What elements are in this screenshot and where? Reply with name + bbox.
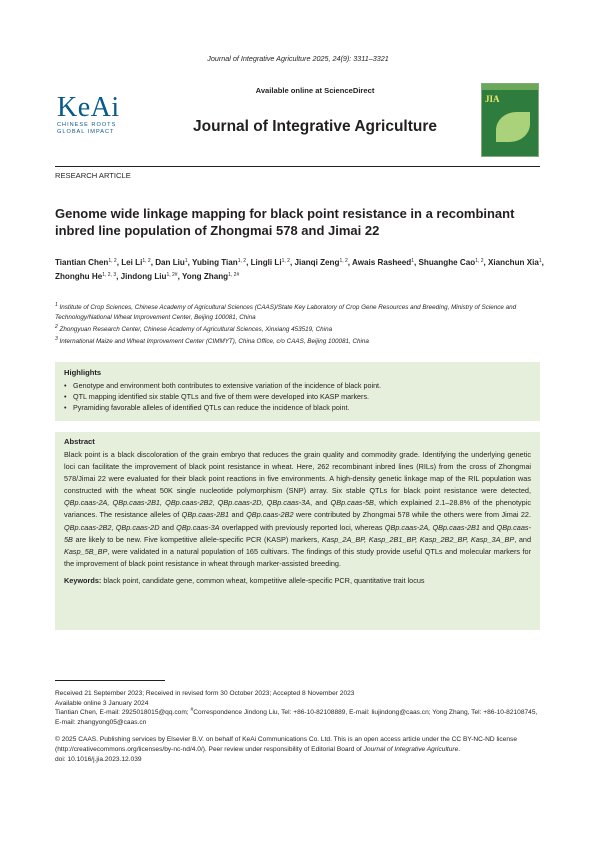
author: Jindong Liu$^{1, 2\#}$, [120, 272, 182, 281]
highlight-item: • Pyramiding favorable alleles of identified QTLs can reduce the incidence of black point. [64, 402, 531, 413]
abstract-seg: , were validated in a natural population of 165 cultivars. The findings of this study provide useful QTLs and molecular markers for the improvement of black point resistance in wheat through marker-assisted breeding. [64, 546, 531, 568]
author-name: Lingli Li [250, 258, 282, 267]
abstract-seg: and [479, 522, 497, 532]
author-name: Jianqi Zeng [294, 258, 340, 267]
affiliations [55, 303, 545, 349]
author-affiliation-mark: 1, 2 [108, 258, 117, 264]
highlights-box [55, 362, 540, 421]
abstract-seg: , and [310, 498, 331, 508]
journal-name: Journal of Integrative Agriculture [192, 118, 438, 135]
abstract-seg: , and [514, 534, 531, 544]
copyright-end: . [458, 745, 461, 753]
spacer [55, 727, 543, 735]
author-name: Dan Liu [155, 258, 185, 267]
author-list [55, 256, 545, 284]
author: Lei Li$^{1, 2}$, [121, 258, 156, 267]
author-name: Lei Li [121, 258, 143, 267]
abstract-seg: are likely to be new. Five kompetitive allele-specific PCR (KASP) markers, [72, 534, 322, 544]
contact-correspondence: Correspondence Jindong Liu, Tel: +86-10-82108889, E-mail: liujindong@caas.cn; Yong Zhang, Tel: +86-10-82108745, E-mail: zhangyong05@caas.cn [55, 709, 538, 726]
author: Xianchun Xia$^1$, [488, 258, 544, 267]
journal-cover-thumbnail[interactable] [481, 83, 539, 157]
author: Lingli Li$^{1, 2}$, [250, 258, 295, 267]
doi-link[interactable]: doi: 10.1016/j.jia.2023.12.039 [55, 755, 142, 763]
highlights-heading: Highlights [64, 368, 102, 377]
correspondence-mark: # [190, 707, 194, 714]
highlight-item: • QTL mapping identified six stable QTLs and five of them were developed into KASP markers. [64, 391, 531, 402]
qtl-names: QBp.caas-5B [64, 522, 532, 544]
affiliation-text: Zhongyuan Research Center, Chinese Academy of Agricultural Sciences, Xinxiang 453519, China [57, 326, 333, 333]
keywords-label: Keywords: [64, 575, 102, 585]
qtl-names: QBp.caas-3A [176, 522, 220, 532]
available-online-link[interactable]: Available online at ScienceDirect [255, 86, 375, 95]
author-name: Yubing Tian [192, 258, 238, 267]
cover-top-bar [482, 84, 538, 90]
online-date: Available online 3 January 2024 [55, 699, 149, 707]
author-name: Awais Rasheed [352, 258, 412, 267]
author-name: Yong Zhang [181, 272, 229, 281]
author-affiliation-mark: 1, 2# [228, 272, 240, 278]
marker-names: Kasp_5B_BP [64, 546, 108, 556]
logo-tagline-line-1: CHINESE ROOTS [57, 122, 117, 128]
header-divider [55, 166, 540, 167]
author: Tiantian Chen$^{1, 2}$, [55, 258, 122, 267]
highlight-item: • Genotype and environment both contributes to extensive variation of the incidence of black point. [64, 380, 531, 391]
abstract-seg: Black point is a black discoloration of the grain embryo that reduces the grain quality and commodity grade. Identifying the underlying genetic loci can facilitate the improvement of black point resistance in wheat. Here, 262 recombinant inbred lines (RILs) from the cross of Zhongmai 578/Jimai 22 were evaluated for their black point reactions in five environments. A high-density genetic linkage map of the RIL population was constructed with the wheat 50K single nucleotide polymorphism (SNP) array. Six stable QTLs for black point resistance were detected, [64, 450, 531, 496]
cover-title: JIA [485, 94, 500, 104]
received-dates: Received 21 September 2023; Received in revised form 30 October 2023; Accepted 8 November 2023 [55, 690, 355, 697]
abstract-box [55, 432, 540, 630]
keai-logo[interactable] [57, 94, 157, 136]
author [182, 272, 239, 281]
qtl-names: QBp.caas-5B [330, 498, 374, 508]
author-affiliation-mark: 1, 2# [166, 272, 178, 278]
author-affiliation-mark: 1, 2 [339, 258, 348, 264]
abstract-seg: , which explained 2.1–28.8% of the phenotypic variances. The resistance alleles of [64, 498, 531, 520]
abstract-seg: and [229, 510, 247, 520]
author-name: Xianchun Xia [488, 258, 539, 267]
keywords-list: black point, candidate gene, common wheat, kompetitive allele-specific PCR, quantitative trait locus [101, 575, 425, 585]
author-affiliation-mark: 1, 2 [281, 258, 290, 264]
logo-wordmark: KeAi [57, 92, 120, 123]
author: Dan Liu$^1$, [155, 258, 193, 267]
qtl-names: QBp.caas-2A, QBp.caas-2B1, QBp.caas-2B2, QBp.caas-2D, QBp.caas-3A [64, 498, 311, 508]
logo-tagline [57, 122, 157, 136]
contact-info [55, 708, 543, 727]
article-title: Genome wide linkage mapping for black point resistance in a recombinant inbred line population of Zhongmai 578 and Jimai 22 [55, 206, 515, 238]
affiliation-text: International Maize and Wheat Improvement Center (CIMMYT), China Office, c/o CAAS, Beijing 100081, China [57, 338, 369, 345]
author-affiliation-mark: 1 [538, 258, 542, 264]
qtl-names: QBp.caas-2B1 [181, 510, 230, 520]
author-affiliation-mark: 1 [184, 258, 188, 264]
cover-leaf-graphic [496, 112, 530, 142]
copyright-journal: Journal of Integrative Agriculture [363, 745, 459, 753]
author: Zhonghu He$^{1, 2, 3}$, [55, 272, 121, 281]
author: Awais Rasheed$^1$, [352, 258, 419, 267]
author-affiliation-mark: 1 [411, 258, 415, 264]
affiliation-number: 1 [55, 302, 58, 308]
author: Jianqi Zeng$^{1, 2}$, [294, 258, 352, 267]
author-affiliation-mark: 1, 2 [237, 258, 247, 264]
keywords [64, 576, 531, 585]
copyright-notice [55, 735, 543, 754]
author-affiliation-mark: 1, 2, 3 [102, 272, 117, 278]
author: Shuanghe Cao$^{1, 2}$, [418, 258, 489, 267]
marker-names: Kasp_2A_BP, Kasp_2B1_BP, Kasp_2B2_BP, Kasp_3A_BP [321, 534, 515, 544]
abstract-seg: and [159, 522, 177, 532]
abstract-seg: overlapped with previously reported loci, whereas [219, 522, 385, 532]
article-type: RESEARCH ARTICLE [55, 171, 131, 180]
copyright-text: © 2025 CAAS. Publishing services by Elsevier B.V. on behalf of KeAi Communications Co. Ltd. This is an open access article under the CC BY-NC-ND license (http://creativecommons.org/licenses/by-nc-nd/4.0/). Peer review under responsibility of Editorial Board of [55, 736, 518, 753]
qtl-names: QBp.caas-2B2, QBp.caas-2D [64, 522, 160, 532]
affiliation-number: 3 [55, 336, 58, 342]
contact-first-author: Tiantian Chen, E-mail: 2925018015@qq.com; [55, 709, 191, 717]
author: Yubing Tian$^{1, 2}$, [192, 258, 251, 267]
author-name: Zhonghu He [55, 272, 103, 281]
journal-citation: Journal of Integrative Agriculture 2025, 24(9): 3311–3321 [207, 54, 389, 63]
author-name: Tiantian Chen [55, 258, 109, 267]
author-affiliation-mark: 1, 2 [142, 258, 151, 264]
affiliation-item [55, 325, 545, 335]
author-name: Shuanghe Cao [418, 258, 476, 267]
qtl-names: QBp.caas-2B2 [246, 510, 294, 520]
affiliation-item [55, 303, 545, 323]
author-affiliation-mark: 1, 2 [475, 258, 484, 264]
author-name: Jindong Liu [120, 272, 167, 281]
qtl-names: QBp.caas-2A, QBp.caas-2B1 [384, 522, 480, 532]
abstract-heading: Abstract [64, 437, 95, 446]
abstract-seg: were contributed by Zhongmai 578 while the others were from Jimai 22. [293, 510, 531, 520]
footnote-divider [55, 680, 165, 681]
affiliation-number: 2 [55, 324, 58, 330]
affiliation-item [55, 337, 545, 347]
abstract-text [64, 449, 531, 570]
affiliation-text: Institute of Crop Sciences, Chinese Academy of Agricultural Sciences (CAAS)/State Key Laboratory of Crop Gene Resources and Breeding, Ministry of Science and Technology/National Wheat Improvement Center, Beijing 100081, China [55, 304, 517, 321]
footnotes [55, 689, 543, 764]
logo-tagline-line-2: GLOBAL IMPACT [57, 129, 115, 135]
